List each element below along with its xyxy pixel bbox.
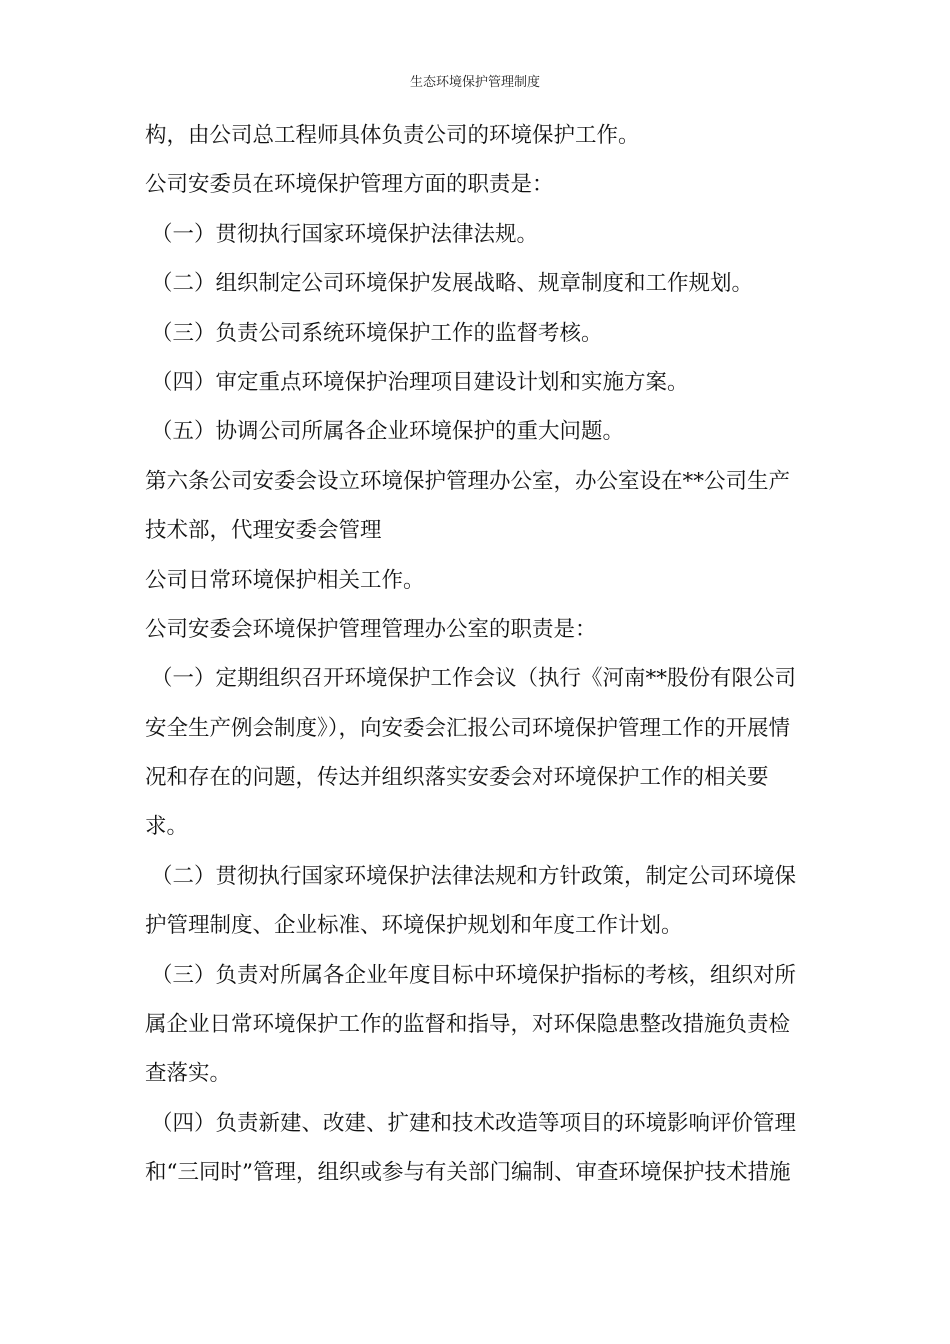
paragraph-line: （三）负责对所属各企业年度目标中环境保护指标的考核，组织对所 — [151, 962, 797, 988]
paragraph-line: 况和存在的问题，传达并组织落实安委会对环境保护工作的相关要 — [145, 765, 769, 791]
paragraph-line: 构，由公司总工程师具体负责公司的环境保护工作。 — [145, 123, 640, 148]
paragraph-line: （三）负责公司系统环境保护工作的监督考核。 — [151, 320, 603, 346]
page-header: 生态环境保护管理制度 — [409, 75, 540, 90]
paragraph-line: 公司安委员在环境保护管理方面的职责是： — [145, 172, 554, 198]
paragraph-line: 属企业日常环境保护工作的监督和指导，对环保隐患整改措施负责检 — [145, 1012, 791, 1038]
paragraph-line: （五）协调公司所属各企业环境保护的重大问题。 — [151, 419, 625, 445]
paragraph-line: 查落实。 — [145, 1061, 232, 1087]
paragraph-line: （二）贯彻执行国家环境保护法律法规和方针政策，制定公司环境保 — [151, 863, 797, 889]
paragraph-line: （四）负责新建、改建、扩建和技术改造等项目的环境影响评价管理 — [151, 1110, 797, 1136]
paragraph-line: （四）审定重点环境保护治理项目建设计划和实施方案。 — [151, 369, 689, 395]
document-body — [145, 118, 810, 1205]
paragraph-line: （二）组织制定公司环境保护发展战略、规章制度和工作规划。 — [151, 271, 754, 297]
paragraph-line: 护管理制度、企业标准、环境保护规划和年度工作计划。 — [145, 913, 683, 939]
paragraph-line: 公司日常环境保护相关工作。 — [145, 567, 425, 593]
paragraph-line: 求。 — [145, 814, 189, 840]
paragraph-line: 技术部，代理安委会管理 — [145, 518, 382, 544]
paragraph-line: 公司安委会环境保护管理管理办公室的职责是： — [145, 616, 597, 642]
paragraph-line: 和“三同时”管理，组织或参与有关部门编制、审查环境保护技术措施 — [145, 1160, 791, 1186]
paragraph-line: 第六条公司安委会设立环境保护管理办公室，办公室设在**公司生产 — [145, 468, 791, 494]
paragraph-line: （一）定期组织召开环境保护工作会议（执行《河南**股份有限公司 — [151, 666, 797, 692]
paragraph-line: （一）贯彻执行国家环境保护法律法规。 — [151, 221, 539, 247]
paragraph-line: 安全生产例会制度》），向安委会汇报公司环境保护管理工作的开展情 — [145, 715, 791, 741]
